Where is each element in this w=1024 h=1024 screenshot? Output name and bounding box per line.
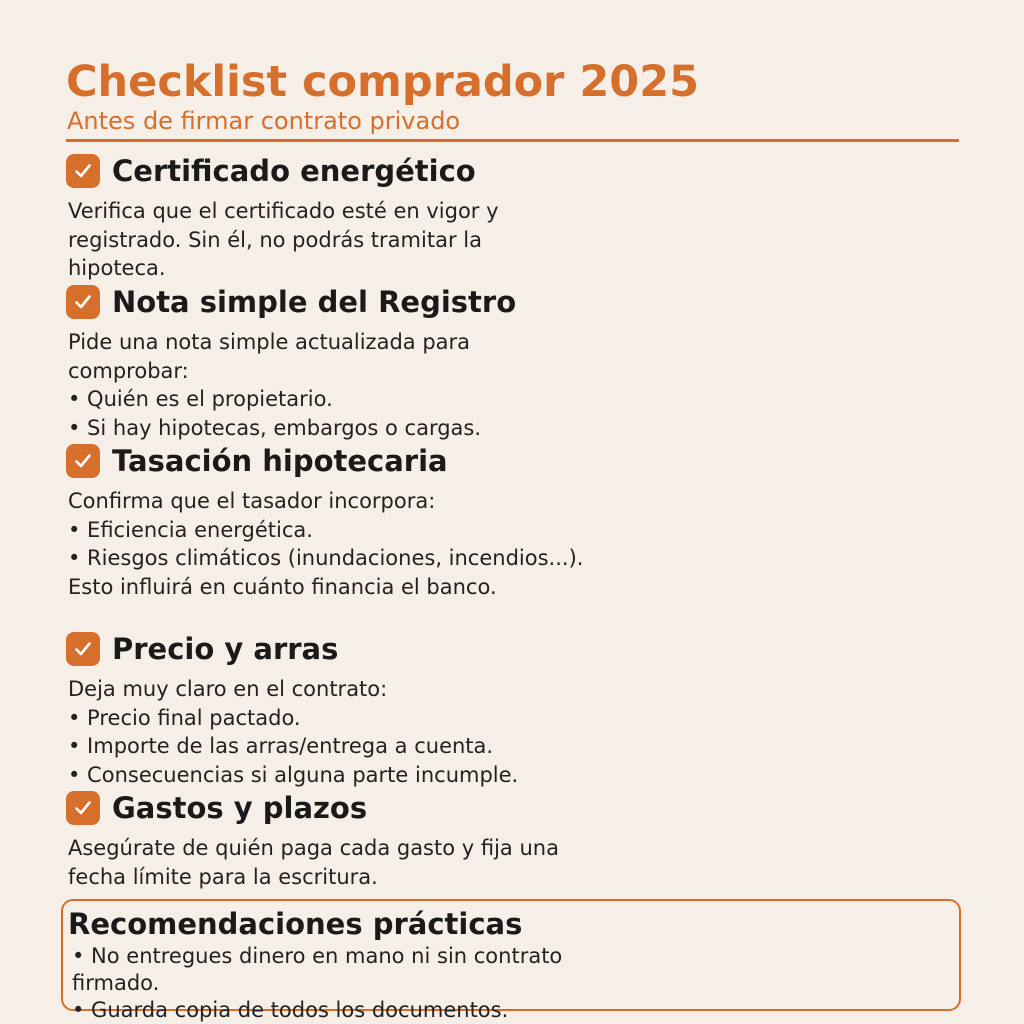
recommendation-item: • No entregues dinero en mano ni sin contrato firmado.: [72, 944, 563, 995]
recommendation-item: • Guarda copia de todos los documentos.: [72, 998, 509, 1022]
section-precio-arras: [66, 631, 586, 789]
section-title: Gastos y plazos: [112, 791, 368, 825]
section-body: [68, 834, 586, 891]
recommendations-box: [61, 899, 961, 1022]
recommendations-title: Recomendaciones prácticas: [68, 907, 523, 941]
checkbox-checked-icon[interactable]: [66, 791, 100, 825]
section-tasacion: [66, 443, 586, 601]
section-header: [66, 153, 586, 189]
section-header: [66, 790, 586, 826]
checkbox-checked-icon[interactable]: [66, 285, 100, 319]
section-title: Tasación hipotecaria: [112, 444, 448, 478]
section-header: [66, 284, 586, 320]
bullet-item: • Precio final pactado.: [68, 705, 301, 730]
recommendations-list: [72, 943, 572, 1024]
bullet-item: • Quién es el propietario.: [68, 387, 333, 411]
page-title: Checklist comprador 2025: [66, 57, 700, 107]
section-text: Pide una nota simple actualizada para comprobar:: [68, 330, 471, 383]
bullet-item: • Importe de las arras/entrega a cuenta.: [68, 734, 494, 758]
checkbox-checked-icon[interactable]: [66, 632, 100, 666]
bullet-item: • Riesgos climáticos (inundaciones, incendios...).: [68, 546, 584, 570]
section-header: [66, 443, 586, 479]
section-text: Asegúrate de quién paga cada gasto y fija una fecha límite para la escritura.: [68, 836, 559, 889]
bullet-item: • Eficiencia energética.: [68, 517, 313, 542]
section-body: [68, 197, 586, 283]
section-title: Certificado energético: [112, 154, 476, 188]
header-divider: [66, 139, 959, 142]
section-title: Precio y arras: [112, 632, 339, 666]
bullet-item: • Si hay hipotecas, embargos o cargas.: [68, 415, 482, 440]
section-nota-simple: [66, 284, 586, 442]
section-body: [68, 675, 586, 789]
section-text: Deja muy claro en el contrato:: [68, 677, 388, 701]
checkbox-checked-icon[interactable]: [66, 444, 100, 478]
section-text: Verifica que el certificado esté en vigor y registrado. Sin él, no podrás tramitar la hipoteca.: [68, 199, 499, 280]
section-text: Esto influirá en cuánto financia el banco.: [68, 574, 497, 599]
bullet-item: • Consecuencias si alguna parte incumple.: [68, 762, 519, 787]
section-text: Confirma que el tasador incorpora:: [68, 489, 436, 513]
section-certificado-energetico: [66, 153, 586, 283]
checkbox-checked-icon[interactable]: [66, 154, 100, 188]
section-header: [66, 631, 586, 667]
section-gastos-plazos: [66, 790, 586, 891]
section-body: [68, 487, 586, 601]
page-subtitle: Antes de firmar contrato privado: [67, 107, 461, 135]
section-body: [68, 328, 586, 442]
section-title: Nota simple del Registro: [112, 285, 517, 319]
